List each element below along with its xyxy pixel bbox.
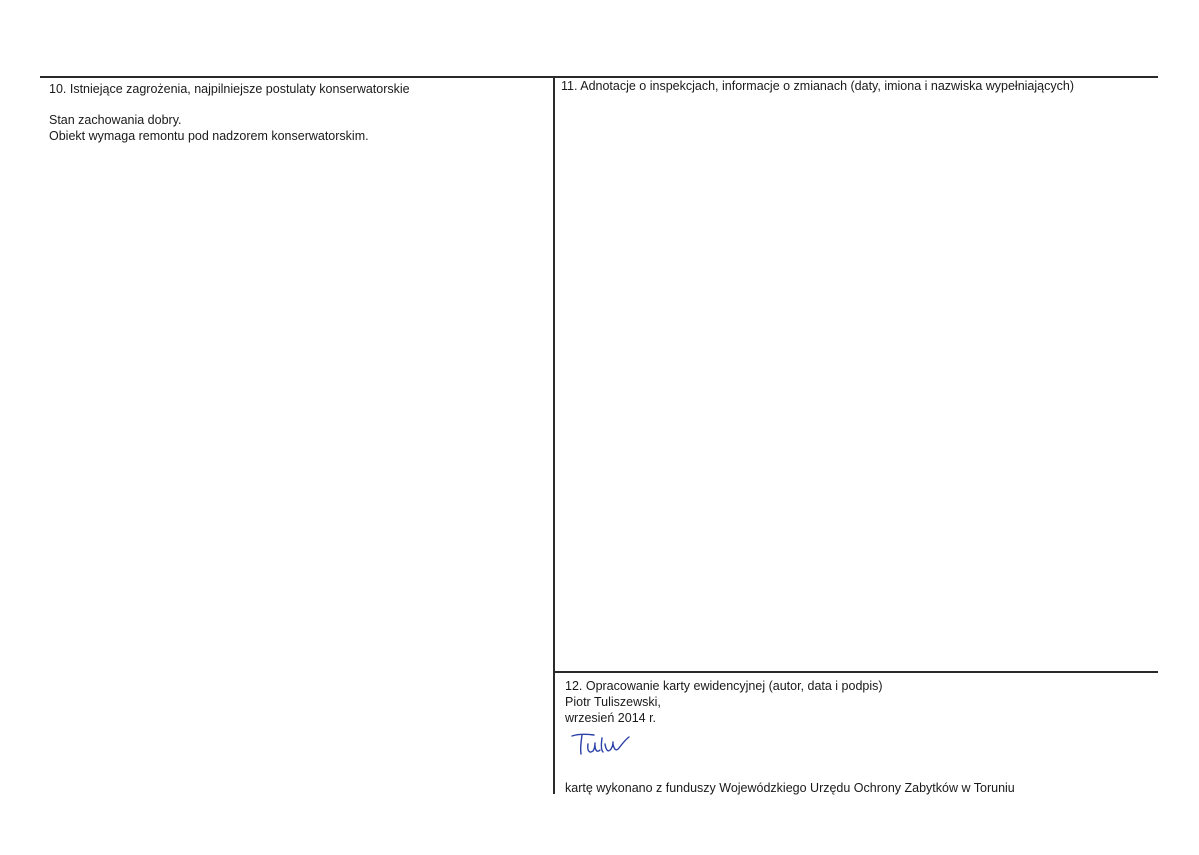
handwritten-signature — [568, 730, 638, 760]
section-11-heading: 11. Adnotacje o inspekcjach, informacje o zmianach (daty, imiona i nazwiska wypełniających) — [561, 79, 1074, 93]
column-divider — [553, 76, 555, 794]
section-10 — [49, 81, 544, 144]
section-10-line: Stan zachowania dobry. — [49, 113, 182, 127]
section-11 — [561, 78, 1156, 94]
author-date: wrzesień 2014 r. — [565, 711, 657, 725]
section-12 — [565, 678, 1155, 760]
funding-note: kartę wykonano z funduszy Wojewódzkiego Urzędu Ochrony Zabytków w Toruniu — [565, 781, 1015, 795]
section-10-body — [49, 112, 544, 144]
section-12-rule — [553, 671, 1158, 673]
section-10-line: Obiekt wymaga remontu pod nadzorem konserwatorskim. — [49, 129, 369, 143]
section-10-heading: 10. Istniejące zagrożenia, najpilniejsze postulaty konserwatorskie — [49, 82, 410, 96]
section-12-heading: 12. Opracowanie karty ewidencyjnej (autor, data i podpis) — [565, 679, 883, 693]
author-name: Piotr Tuliszewski, — [565, 695, 661, 709]
